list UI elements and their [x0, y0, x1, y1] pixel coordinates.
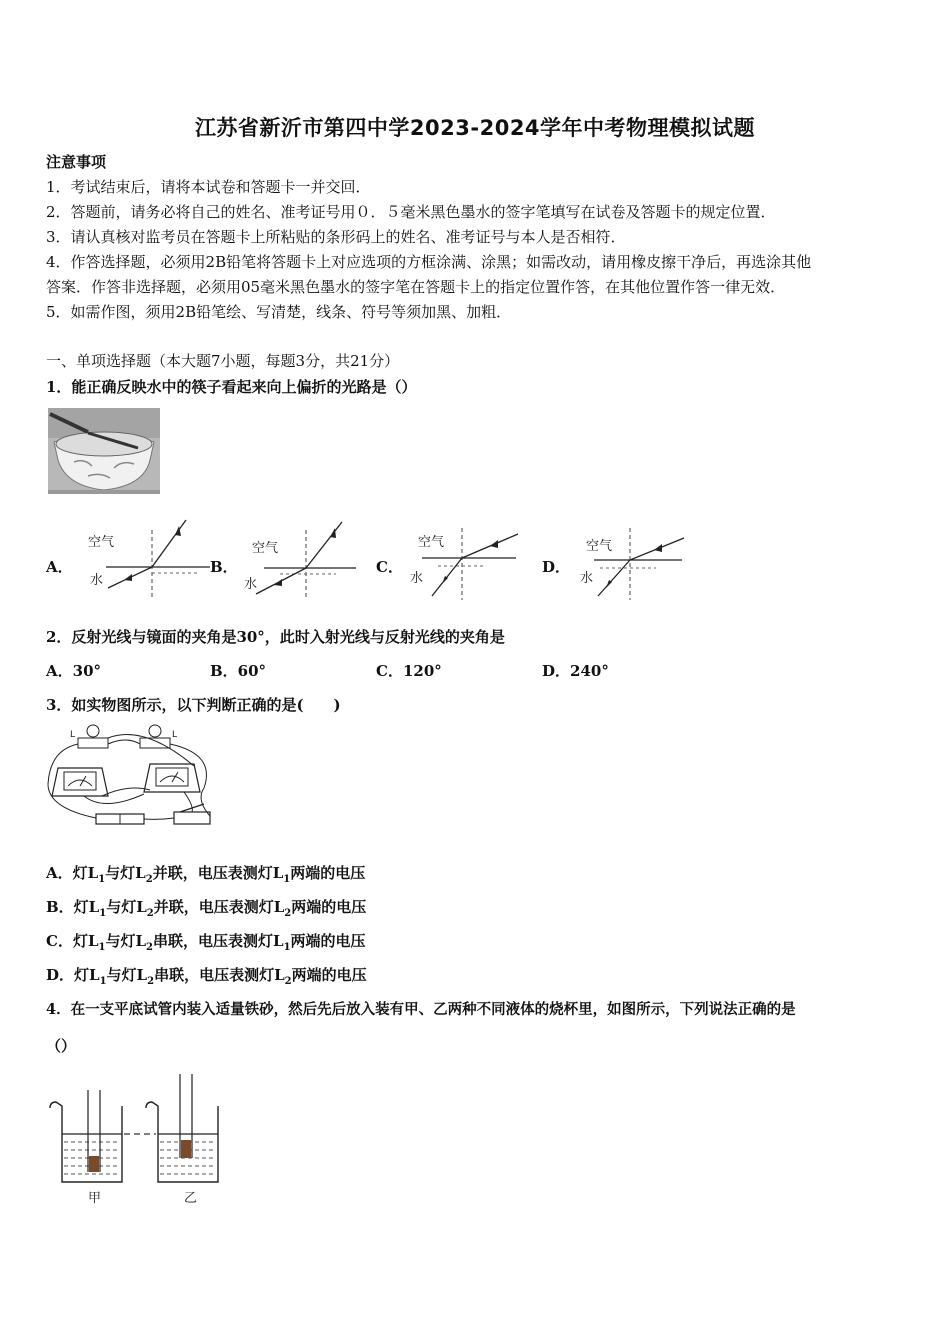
option-label: A．: [46, 558, 73, 576]
notice-item: 答案．作答非选择题，必须用05毫米黑色墨水的签字笔在答题卡上的指定位置作答，在其他位置作答一律无效．: [46, 278, 786, 296]
beaker-label-jia: 甲: [88, 1191, 102, 1206]
svg-text:L: L: [172, 730, 178, 740]
question-4-bracket: （）: [46, 1037, 77, 1055]
notice-item: 2．答题前，请务必将自己的姓名、准考证号用０．５毫米黑色墨水的签字笔填写在试卷及答题卡的规定位置．: [46, 203, 776, 221]
air-label: 空气: [252, 541, 279, 556]
bowl-chopstick-photo: [48, 408, 160, 494]
beaker-label-yi: 乙: [184, 1191, 198, 1206]
light-path-diagram-b: [238, 518, 368, 600]
light-path-diagram-c: [402, 524, 532, 602]
svg-text:L: L: [70, 730, 76, 740]
option-label: D．: [542, 558, 571, 576]
notice-item: 3．请认真核对监考员在答题卡上所粘贴的条形码上的姓名、准考证号与本人是否相符．: [46, 228, 626, 246]
notice-item: 4．作答选择题，必须用2B铅笔将答题卡上对应选项的方框涂满、涂黑；如需改动，请用橡皮擦干净后，再选涂其他: [46, 253, 812, 271]
water-label: 水: [90, 573, 104, 588]
question-2: 2．反射光线与镜面的夹角是30°，此时入射光线与反射光线的夹角是: [46, 628, 505, 646]
notice-item: 1．考试结束后，请将本试卷和答题卡一并交回．: [46, 178, 371, 196]
air-label: 空气: [88, 535, 115, 550]
notice-heading: 注意事项: [46, 153, 107, 171]
option-label: B．: [210, 558, 238, 576]
option-a: A．30°: [46, 662, 102, 680]
question-3: 3．如实物图所示，以下判断正确的是( ): [46, 696, 341, 714]
question-4: 4．在一支平底试管内装入适量铁砂，然后先后放入装有甲、乙两种不同液体的烧杯里，如图所示，下列说法正确的是: [46, 1001, 796, 1018]
light-path-diagram-a: [82, 518, 212, 600]
air-label: 空气: [418, 535, 445, 550]
option-label: C．: [376, 558, 403, 576]
water-label: 水: [580, 571, 594, 586]
option-d: D．240°: [542, 662, 609, 680]
option-c: C．120°: [376, 662, 442, 680]
air-label: 空气: [586, 539, 613, 554]
option-c: C．灯$L_1$与灯$L_2$串联，电压表测灯$L_1$两端的电压: [46, 932, 366, 953]
page-title: 江苏省新沂市第四中学2023-2024学年中考物理模拟试题: [194, 116, 756, 140]
option-a: A．灯$L_1$与灯$L_2$并联，电压表测灯$L_1$两端的电压: [46, 864, 366, 885]
water-label: 水: [244, 577, 258, 592]
light-path-diagram-d: [570, 524, 690, 602]
water-label: 水: [410, 571, 424, 586]
circuit-diagram: [44, 724, 222, 832]
option-d: D．灯$L_1$与灯$L_2$串联，电压表测灯$L_2$两端的电压: [46, 966, 367, 987]
option-b: B．灯$L_1$与灯$L_2$并联，电压表测灯$L_2$两端的电压: [46, 898, 367, 919]
question-1: 1．能正确反映水中的筷子看起来向上偏折的光路是（）: [46, 378, 417, 396]
beakers-diagram: [44, 1070, 224, 1210]
option-b: B．60°: [210, 662, 267, 680]
section-heading: 一、单项选择题（本大题7小题，每题3分，共21分）: [46, 352, 400, 370]
notice-item: 5．如需作图，须用2B铅笔绘、写清楚，线条、符号等须加黑、加粗．: [46, 303, 512, 321]
